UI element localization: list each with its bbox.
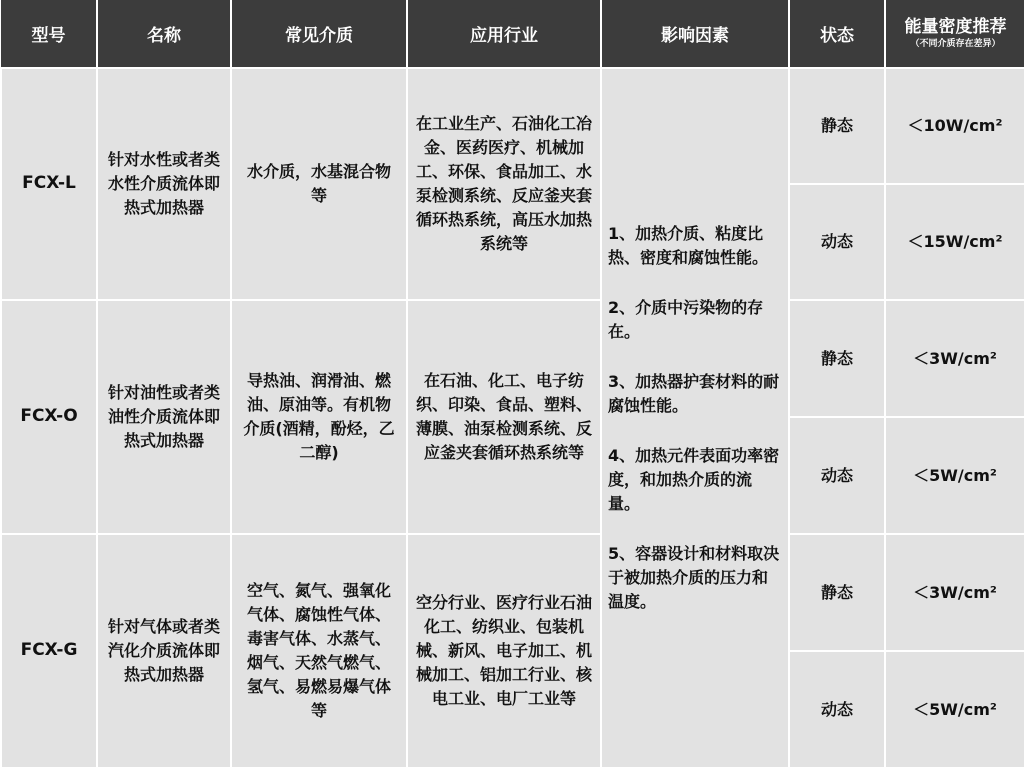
industry-cell: 在工业生产、石油化工冶金、医药医疗、机械加工、环保、食品加工、水泵检测系统、反应釜夹套循环热系统，高压水加热系统等	[407, 68, 601, 300]
factors-cell	[601, 68, 789, 768]
header-state: 状态	[789, 0, 885, 68]
name-cell: 针对气体或者类汽化介质流体即热式加热器	[97, 534, 231, 768]
header-industry: 应用行业	[407, 0, 601, 68]
state-cell: 动态	[789, 417, 885, 534]
header-row	[1, 0, 1024, 68]
state-cell: 静态	[789, 300, 885, 417]
header-density-note: （不同介质存在差异）	[910, 39, 1001, 50]
model-cell: FCX-G	[1, 534, 97, 768]
table-row	[1, 534, 1024, 651]
state-cell: 静态	[789, 68, 885, 184]
density-cell: ＜5W/cm²	[885, 417, 1024, 534]
state-cell: 动态	[789, 651, 885, 768]
header-factors: 影响因素	[601, 0, 789, 68]
factor-item: 2、介质中污染物的存在。	[608, 298, 764, 341]
factor-item: 3、加热器护套材料的耐腐蚀性能。	[608, 372, 780, 415]
header-density-title: 能量密度推荐	[904, 16, 1007, 37]
factor-item: 5、容器设计和材料取决于被加热介质的压力和温度。	[608, 544, 780, 611]
model-cell: FCX-O	[1, 300, 97, 534]
header-medium: 常见介质	[231, 0, 407, 68]
header-density	[885, 0, 1024, 68]
table-row	[1, 300, 1024, 417]
density-cell: ＜10W/cm²	[885, 68, 1024, 184]
state-cell: 动态	[789, 184, 885, 300]
factor-item: 4、加热元件表面功率密度，和加热介质的流量。	[608, 446, 780, 513]
state-cell: 静态	[789, 534, 885, 651]
name-cell: 针对油性或者类油性介质流体即热式加热器	[97, 300, 231, 534]
table-row	[1, 68, 1024, 184]
density-cell: ＜3W/cm²	[885, 300, 1024, 417]
factor-item: 1、加热介质、粘度比热、密度和腐蚀性能。	[608, 224, 769, 267]
name-cell: 针对水性或者类水性介质流体即热式加热器	[97, 68, 231, 300]
density-cell: ＜5W/cm²	[885, 651, 1024, 768]
medium-cell: 水介质，水基混合物等	[231, 68, 407, 300]
industry-cell: 在石油、化工、电子纺织、印染、食品、塑料、薄膜、油泵检测系统、反应釜夹套循环热系统等	[407, 300, 601, 534]
density-cell: ＜15W/cm²	[885, 184, 1024, 300]
medium-cell: 导热油、润滑油、燃油、原油等。有机物介质(酒精，酚烃，乙二醇)	[231, 300, 407, 534]
medium-cell: 空气、氮气、强氧化气体、腐蚀性气体、毒害气体、水蒸气、烟气、天然气燃气、氢气、易燃易爆气体等	[231, 534, 407, 768]
industry-cell: 空分行业、医疗行业石油化工、纺织业、包装机械、新风、电子加工、机械加工、铝加工行业、核电工业、电厂工业等	[407, 534, 601, 768]
header-model: 型号	[1, 0, 97, 68]
header-name: 名称	[97, 0, 231, 68]
density-cell: ＜3W/cm²	[885, 534, 1024, 651]
model-cell: FCX-L	[1, 68, 97, 300]
